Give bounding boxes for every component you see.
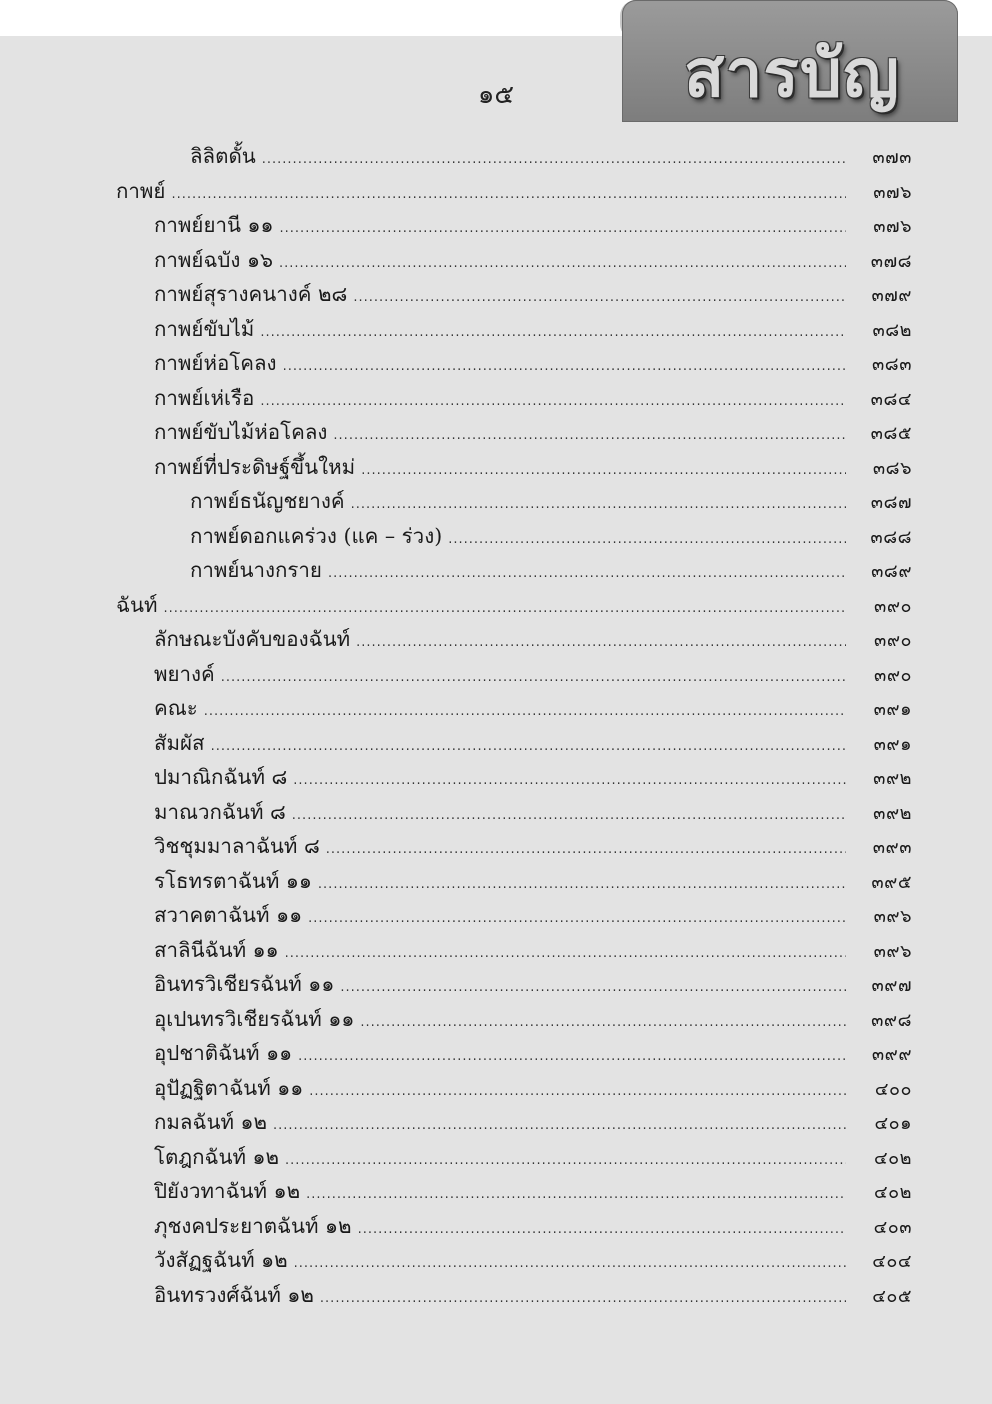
toc-entry-label: กาพย์ยานี ๑๑ (154, 213, 274, 237)
toc-entry[interactable] (0, 932, 992, 967)
toc-entry[interactable] (0, 1070, 992, 1105)
toc-entry[interactable] (0, 863, 992, 898)
dot-leader (320, 1291, 846, 1306)
toc-entry-page: ๓๙๗ (871, 975, 912, 996)
toc-entry-label: ภุชงคประยาตฉันท์ ๑๒ (154, 1213, 352, 1238)
toc-entry-line (154, 1279, 846, 1311)
toc-entry-page: ๓๘๒ (872, 319, 912, 341)
toc-entry-line (154, 934, 846, 966)
toc-entry-line (154, 416, 846, 448)
toc-entry-label: ลักษณะบังคับของฉันท์ (154, 627, 351, 651)
toc-entry[interactable] (0, 311, 992, 346)
toc-entry-line (154, 1141, 846, 1173)
toc-entry-line (116, 589, 846, 621)
dot-leader (260, 325, 846, 340)
toc-entry[interactable] (0, 449, 992, 484)
toc-entry-line (154, 899, 846, 931)
toc-entry-line (154, 451, 846, 483)
toc-entry-line (154, 796, 846, 828)
toc-entry-line (154, 1244, 846, 1276)
toc-entry-label: กาพย์ (116, 178, 166, 203)
toc-entry[interactable] (0, 1139, 992, 1174)
dot-leader (285, 946, 846, 961)
toc-entry-line (154, 244, 846, 276)
toc-entry[interactable] (0, 794, 992, 829)
dot-leader (361, 463, 846, 478)
toc-entry-label: อินทรวิเชียรฉันท์ ๑๑ (154, 972, 335, 996)
toc-entry-page: ๔๐๒ (874, 1182, 912, 1203)
toc-entry-page: ๔๐๒ (874, 1147, 912, 1169)
toc-entry-line (154, 209, 846, 241)
toc-entry-label: อุปชาติฉันท์ ๑๑ (154, 1041, 293, 1065)
toc-entry-page: ๓๙๐ (874, 664, 912, 686)
toc-entry-line (154, 830, 846, 862)
toc-entry-line (154, 658, 846, 690)
toc-entry-label: กาพย์ฉบัง ๑๖ (154, 247, 273, 272)
dot-leader (221, 670, 846, 685)
toc-entry[interactable] (0, 1104, 992, 1139)
toc-entry-page: ๓๙๐ (874, 595, 912, 617)
dot-leader (293, 773, 846, 788)
toc-entry-line (154, 692, 846, 724)
toc-entry[interactable] (0, 966, 992, 1001)
toc-entry-label: อุเปนทรวิเชียรฉันท์ ๑๑ (154, 1006, 355, 1031)
toc-entry-line (154, 313, 846, 345)
toc-entry-page: ๓๙๖ (873, 940, 912, 962)
toc-entry[interactable] (0, 1001, 992, 1036)
dot-leader (328, 566, 846, 581)
toc-entry-label: วิชชุมมาลาฉันท์ ๘ (154, 834, 320, 858)
toc-entry-line (154, 382, 846, 414)
toc-entry[interactable] (0, 276, 992, 311)
dot-leader (204, 704, 846, 719)
toc-entry-line (116, 175, 846, 207)
dot-leader (164, 601, 847, 616)
toc-entry-label: กาพย์ห่อโคลง (154, 351, 277, 375)
dot-leader (358, 1222, 846, 1237)
toc-entry-page: ๓๘๖ (872, 457, 912, 479)
toc-entry-line (154, 1072, 846, 1104)
toc-entry-line (190, 520, 846, 552)
toc-entry-page: ๓๘๘ (870, 526, 912, 548)
toc-entry-label: กาพย์ที่ประดิษฐ์ขึ้นใหม่ (154, 454, 356, 479)
dot-leader (283, 359, 846, 374)
toc-entry-page: ๓๗๖ (873, 181, 912, 203)
dot-leader (351, 497, 846, 512)
toc-entry[interactable] (0, 483, 992, 518)
toc-entry-label: พยางค์ (154, 661, 215, 686)
toc-entry-label: กาพย์ขับไม้ (154, 316, 255, 341)
toc-entry[interactable] (0, 552, 992, 587)
toc-entry-page: ๓๙๖ (873, 906, 912, 927)
toc-entry-line (154, 347, 846, 379)
toc-entry[interactable] (0, 242, 992, 277)
dot-leader (353, 290, 846, 305)
page-title: สารบัญ (684, 34, 900, 112)
toc-entry-label: อินทรวงศ์ฉันท์ ๑๒ (154, 1282, 314, 1307)
toc-entry-page: ๓๙๒ (873, 768, 912, 789)
toc-entry-label: กาพย์ดอกแคร่วง (แค – ร่วง) (190, 523, 443, 548)
toc-entry[interactable] (0, 1208, 992, 1243)
toc-entry-page: ๓๙๙ (871, 1044, 912, 1065)
toc-entry-line (154, 865, 846, 897)
toc-entry[interactable] (0, 518, 992, 553)
toc-entry-label: ลิลิตดั้น (190, 144, 256, 168)
toc-entry-label: อุปัฏฐิตาฉันท์ ๑๑ (154, 1075, 304, 1100)
toc-entry-label: กาพย์ขับไม้ห่อโคลง (154, 420, 328, 444)
toc-entry-page: ๓๘๔ (870, 388, 912, 410)
dot-leader (340, 980, 846, 995)
toc-entry-page: ๓๙๕ (871, 871, 912, 893)
toc-entry-line (154, 727, 846, 759)
toc-entry-page: ๔๐๔ (872, 1251, 912, 1272)
dot-leader (360, 1015, 846, 1030)
toc-entry-line (190, 140, 846, 172)
toc-entry-page: ๓๗๓ (872, 147, 912, 168)
dot-leader (318, 877, 846, 892)
toc-entry-label: ปิยังวทาฉันท์ ๑๒ (154, 1179, 301, 1203)
toc-entry[interactable] (0, 828, 992, 863)
toc-entry-line (190, 485, 846, 517)
page-number: ๑๕ (477, 80, 515, 110)
toc-entry-page: ๔๐๑ (874, 1113, 912, 1134)
toc-entry-line (154, 968, 846, 1000)
toc-entry[interactable] (0, 1173, 992, 1208)
toc-entry-line (154, 623, 846, 655)
toc-entry-line (190, 554, 846, 586)
toc-entry-label: กาพย์ธนัญชยางค์ (190, 489, 345, 513)
toc-entry-page: ๓๘๕ (870, 423, 912, 444)
toc-entry-label: คณะ (154, 696, 198, 720)
dot-leader (326, 842, 846, 857)
dot-leader (308, 911, 846, 926)
toc-entry-line (154, 1037, 846, 1069)
toc-entry-line (154, 1003, 846, 1035)
toc-entry-label: มาณวกฉันท์ ๘ (154, 799, 286, 824)
toc-entry-page: ๓๙๐ (874, 630, 912, 651)
toc-entry[interactable] (0, 414, 992, 449)
toc-entry-page: ๔๐๕ (872, 1285, 912, 1307)
toc-entry-label: วังสัฏฐฉันท์ ๑๒ (154, 1248, 288, 1272)
dot-leader (273, 1118, 846, 1133)
toc-entry-page: ๓๙๑ (873, 699, 912, 720)
toc-entry-label: สวาคตาฉันท์ ๑๑ (154, 903, 303, 927)
toc-entry[interactable] (0, 690, 992, 725)
toc-entry[interactable] (0, 621, 992, 656)
toc-entry[interactable] (0, 656, 992, 691)
toc-entry[interactable] (0, 1035, 992, 1070)
toc-entry-line (154, 1106, 846, 1138)
toc-entry-page: ๓๗๖ (873, 216, 912, 237)
table-of-contents (0, 138, 992, 1311)
toc-entry[interactable] (0, 138, 992, 173)
dot-leader (211, 739, 846, 754)
toc-entry-label: โตฎกฉันท์ ๑๒ (154, 1144, 280, 1169)
toc-entry-page: ๓๗๘ (870, 250, 912, 272)
dot-leader (309, 1084, 846, 1099)
toc-entry-page: ๓๗๙ (871, 285, 912, 306)
toc-entry-label: ฉันท์ (116, 592, 158, 617)
toc-entry-page: ๔๐๐ (874, 1078, 912, 1100)
dot-leader (260, 394, 846, 409)
dot-leader (292, 808, 846, 823)
toc-entry-label: กาพย์สุรางคนางค์ ๒๘ (154, 282, 348, 306)
dot-leader (279, 256, 846, 271)
toc-entry[interactable] (0, 587, 992, 622)
toc-entry-page: ๓๘๙ (871, 561, 912, 582)
toc-entry-label: ปมาณิกฉันท์ ๘ (154, 765, 288, 789)
toc-entry-page: ๓๘๓ (872, 354, 912, 375)
toc-entry-label: รโธทรตาฉันท์ ๑๑ (154, 868, 312, 893)
toc-entry[interactable] (0, 759, 992, 794)
toc-entry-line (154, 278, 846, 310)
dot-leader (306, 1187, 846, 1202)
toc-entry-line (154, 761, 846, 793)
toc-entry[interactable] (0, 380, 992, 415)
toc-entry-page: ๓๙๒ (873, 802, 912, 824)
toc-entry-label: กมลฉันท์ ๑๒ (154, 1110, 268, 1134)
toc-entry-page: ๓๙๘ (871, 1009, 912, 1031)
dot-leader (280, 221, 846, 236)
toc-entry-page: ๓๙๓ (872, 837, 912, 858)
toc-entry-line (154, 1210, 846, 1242)
toc-entry-label: กาพย์เห่เรือ (154, 385, 255, 410)
dot-leader (262, 152, 846, 167)
toc-entry-line (154, 1175, 846, 1207)
toc-entry-page: ๓๘๗ (870, 492, 912, 513)
dot-leader (298, 1049, 846, 1064)
toc-entry[interactable] (0, 725, 992, 760)
toc-entry-label: สัมผัส (154, 730, 205, 755)
toc-entry[interactable] (0, 897, 992, 932)
toc-entry-label: สาลินีฉันท์ ๑๑ (154, 937, 279, 962)
dot-leader (448, 532, 846, 547)
dot-leader (171, 187, 846, 202)
toc-entry-label: กาพย์นางกราย (190, 558, 322, 582)
toc-entry[interactable] (0, 207, 992, 242)
dot-leader (285, 1153, 846, 1168)
toc-entry-page: ๔๐๓ (873, 1216, 912, 1238)
toc-entry[interactable] (0, 173, 992, 208)
dot-leader (356, 635, 846, 650)
toc-entry-page: ๓๙๑ (873, 733, 912, 755)
toc-entry[interactable] (0, 1277, 992, 1312)
toc-entry[interactable] (0, 345, 992, 380)
toc-entry[interactable] (0, 1242, 992, 1277)
dot-leader (333, 428, 846, 443)
dot-leader (294, 1256, 846, 1271)
